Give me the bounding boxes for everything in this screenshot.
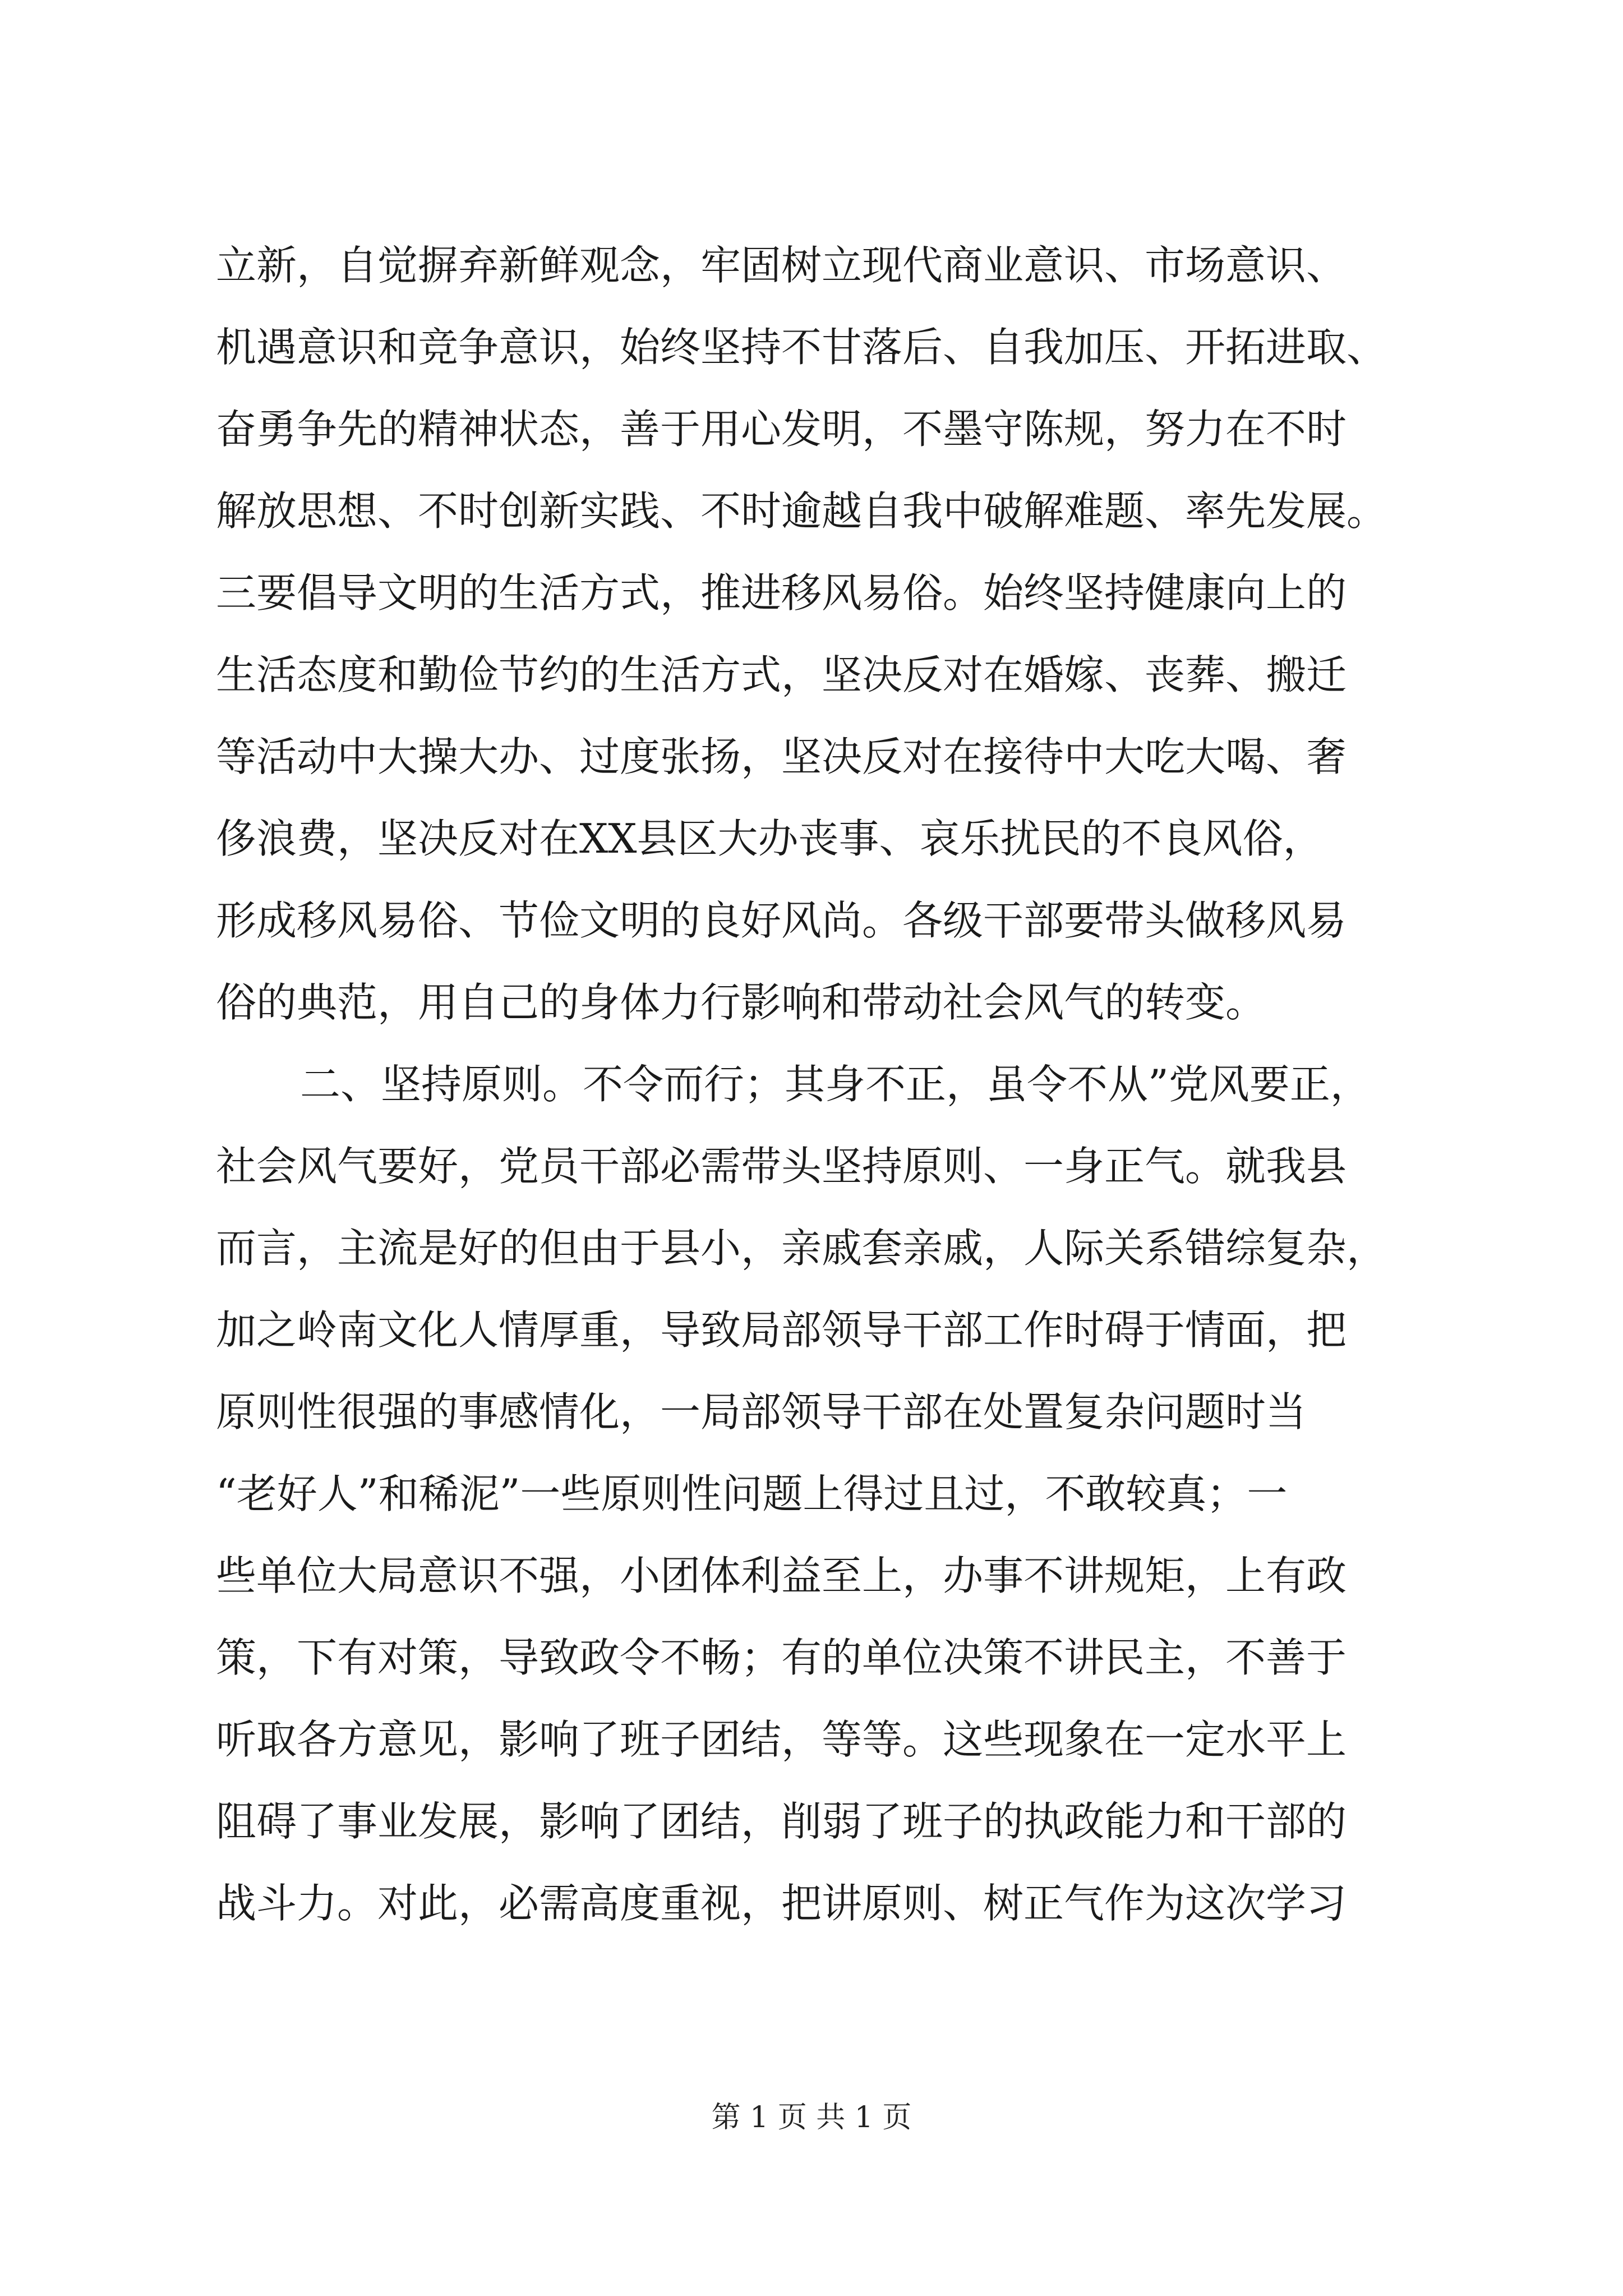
text-line: 生活态度和勤俭节约的生活方式，坚决反对在婚嫁、丧葬、搬迁 bbox=[216, 651, 1347, 698]
section-heading-line: 二、坚持原则。不令而行；其身不正，虽令不从”党风要正， bbox=[300, 1061, 1371, 1108]
text-line: 战斗力。对此，必需高度重视，把讲原则、树正气作为这次学习 bbox=[216, 1880, 1347, 1927]
text-line: 解放思想、不时创新实践、不时逾越自我中破解难题、率先发展。 bbox=[216, 487, 1387, 535]
text-line: 而言，主流是好的但由于县小，亲戚套亲戚，人际关系错综复杂， bbox=[216, 1225, 1387, 1272]
text-line: 策，下有对策，导致政令不畅；有的单位决策不讲民主，不善于 bbox=[216, 1634, 1347, 1681]
page-number: 第 1 页 共 1 页 bbox=[711, 2101, 912, 2134]
page-footer bbox=[0, 2098, 1623, 2137]
text-line: 机遇意识和竞争意识，始终坚持不甘落后、自我加压、开拓进取、 bbox=[216, 324, 1387, 371]
text-line: 形成移风易俗、节俭文明的良好风尚。各级干部要带头做移风易 bbox=[216, 897, 1347, 944]
body-text bbox=[216, 224, 1416, 1944]
text-line: 原则性很强的事感情化，一局部领导干部在处置复杂问题时当 bbox=[216, 1388, 1307, 1435]
text-line: 俗的典范，用自己的身体力行影响和带动社会风气的转变。 bbox=[216, 979, 1266, 1026]
text-line: 三要倡导文明的生活方式，推进移风易俗。始终坚持健康向上的 bbox=[216, 569, 1347, 616]
text-line: 立新，自觉摒弃新鲜观念，牢固树立现代商业意识、市场意识、 bbox=[216, 242, 1347, 289]
text-line: 些单位大局意识不强，小团体利益至上，办事不讲规矩，上有政 bbox=[216, 1552, 1347, 1599]
text-line: “老好人”和稀泥”一些原则性问题上得过且过，不敢较真；一 bbox=[216, 1470, 1288, 1517]
text-line: 奋勇争先的精神状态，善于用心发明，不墨守陈规，努力在不时 bbox=[216, 406, 1347, 453]
text-line: 加之岭南文化人情厚重，导致局部领导干部工作时碍于情面，把 bbox=[216, 1306, 1347, 1354]
text-line: 侈浪费，坚决反对在XX县区大办丧事、哀乐扰民的不良风俗， bbox=[216, 815, 1324, 862]
text-line: 听取各方意见，影响了班子团结，等等。这些现象在一定水平上 bbox=[216, 1716, 1347, 1763]
text-line: 社会风气要好，党员干部必需带头坚持原则、一身正气。就我县 bbox=[216, 1143, 1347, 1190]
text-line: 阻碍了事业发展，影响了团结，削弱了班子的执政能力和干部的 bbox=[216, 1798, 1347, 1845]
text-line: 等活动中大操大办、过度张扬，坚决反对在接待中大吃大喝、奢 bbox=[216, 733, 1347, 780]
